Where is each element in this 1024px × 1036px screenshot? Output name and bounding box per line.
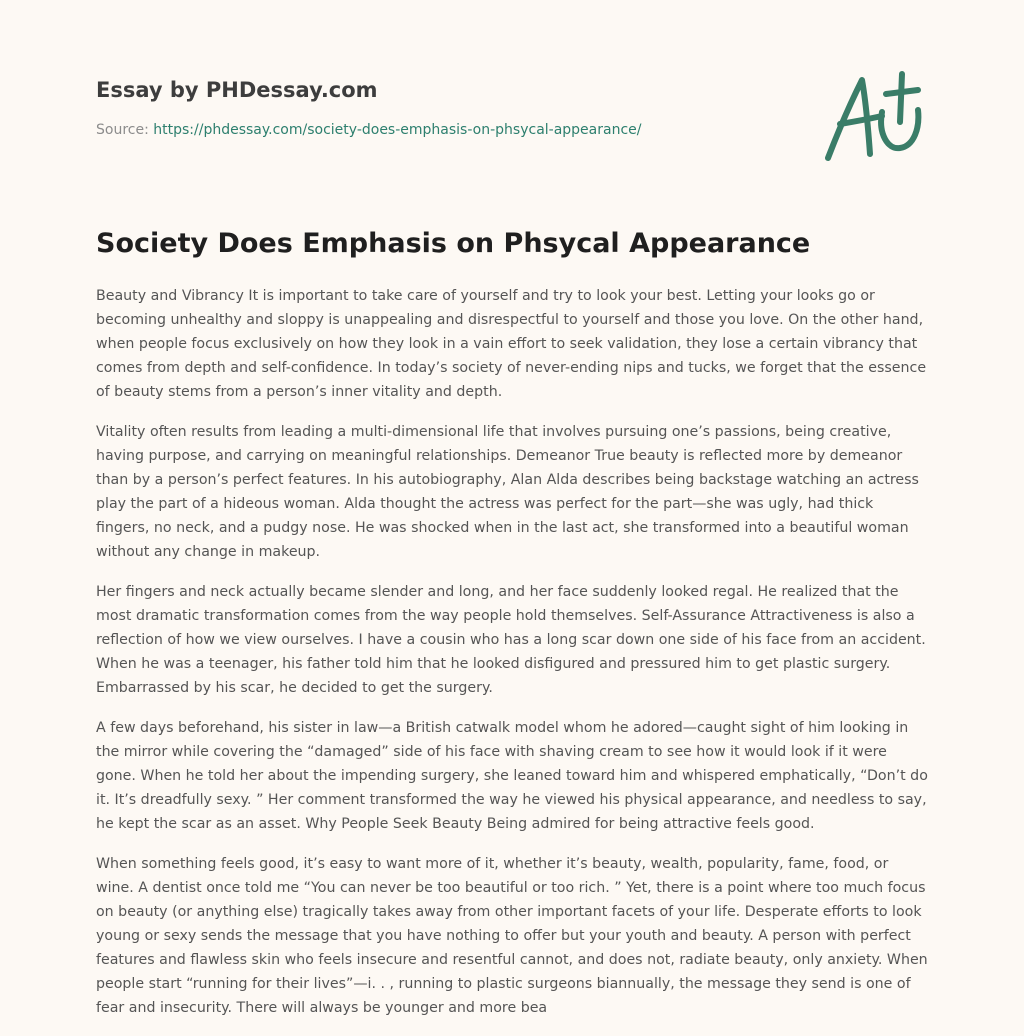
paragraph: A few days beforehand, his sister in law—a British catwalk model whom he adored—caught sight of him looking in the mirror while covering the “damaged” side of his face with shaving cream to see how it would look if it were gone. When he told her about the impending surgery, she leaned toward him and whispered emphatically, “Don’t do it. It’s dreadfully sexy. ” Her comment transformed the way he viewed his physical appearance, and needless to say, he kept the scar as an asset. Why People Seek Beauty Being admired for being attractive feels good. (96, 720, 928, 832)
essay-body (96, 284, 930, 1036)
paragraph: When something feels good, it’s easy to want more of it, whether it’s beauty, wealth, popularity, fame, food, or wine. A dentist once told me “You can never be too beautiful or too rich. ” Yet, there is a point where too much focus on beauty (or anything else) tragically takes away from other important facets of your life. Desperate efforts to look young or sexy sends the message that you have nothing to offer but your youth and beauty. A person with perfect features and flawless skin who feels insecure and resentful cannot, and does not, radiate beauty, only anxiety. When people start “running for their lives”—i. . , running to plastic surgeons biannually, the message they send is one of fear and insecurity. There will always be younger and more bea (96, 856, 928, 1016)
essay-title: Society Does Emphasis on Phsycal Appearance (96, 228, 811, 259)
paragraph: Her fingers and neck actually became slender and long, and her face suddenly looked regal. He realized that the most dramatic transformation comes from the way people hold themselves. Self-Assurance Attractiveness is also a reflection of how we view ourselves. I have a cousin who has a long scar down one side of his face from an accident. When he was a teenager, his father told him that he looked disfigured and pressured him to get plastic surgery. Embarrassed by his scar, he decided to get the surgery. (96, 584, 926, 696)
paragraph: Vitality often results from leading a multi-dimensional life that involves pursuing one’s passions, being creative, having purpose, and carrying on meaningful relationships. Demeanor True beauty is reflected more by demeanor than by a person’s perfect features. In his autobiography, Alan Alda describes being backstage watching an actress play the part of a hideous woman. Alda thought the actress was perfect for the part—she was ugly, had thick fingers, no neck, and a pudgy nose. He was shocked when in the last act, she transformed into a beautiful woman without any change in makeup. (96, 424, 919, 560)
brand-title: Essay by PHDessay.com (96, 78, 378, 102)
a-plus-logo-icon (820, 66, 930, 166)
essay-header (96, 76, 796, 140)
source-line (96, 120, 796, 140)
source-label: Source: (96, 122, 149, 138)
source-link[interactable]: https://phdessay.com/society-does-emphasis-on-phsycal-appearance/ (153, 122, 642, 138)
paragraph: Beauty and Vibrancy It is important to take care of yourself and try to look your best. Letting your looks go or becoming unhealthy and sloppy is unappealing and disrespectful to yourself and those you love. On the other hand, when people focus exclusively on how they look in a vain effort to seek validation, they lose a certain vibrancy that comes from depth and self-confidence. In today’s society of never-ending nips and tucks, we forget that the essence of beauty stems from a person’s inner vitality and depth. (96, 288, 927, 400)
